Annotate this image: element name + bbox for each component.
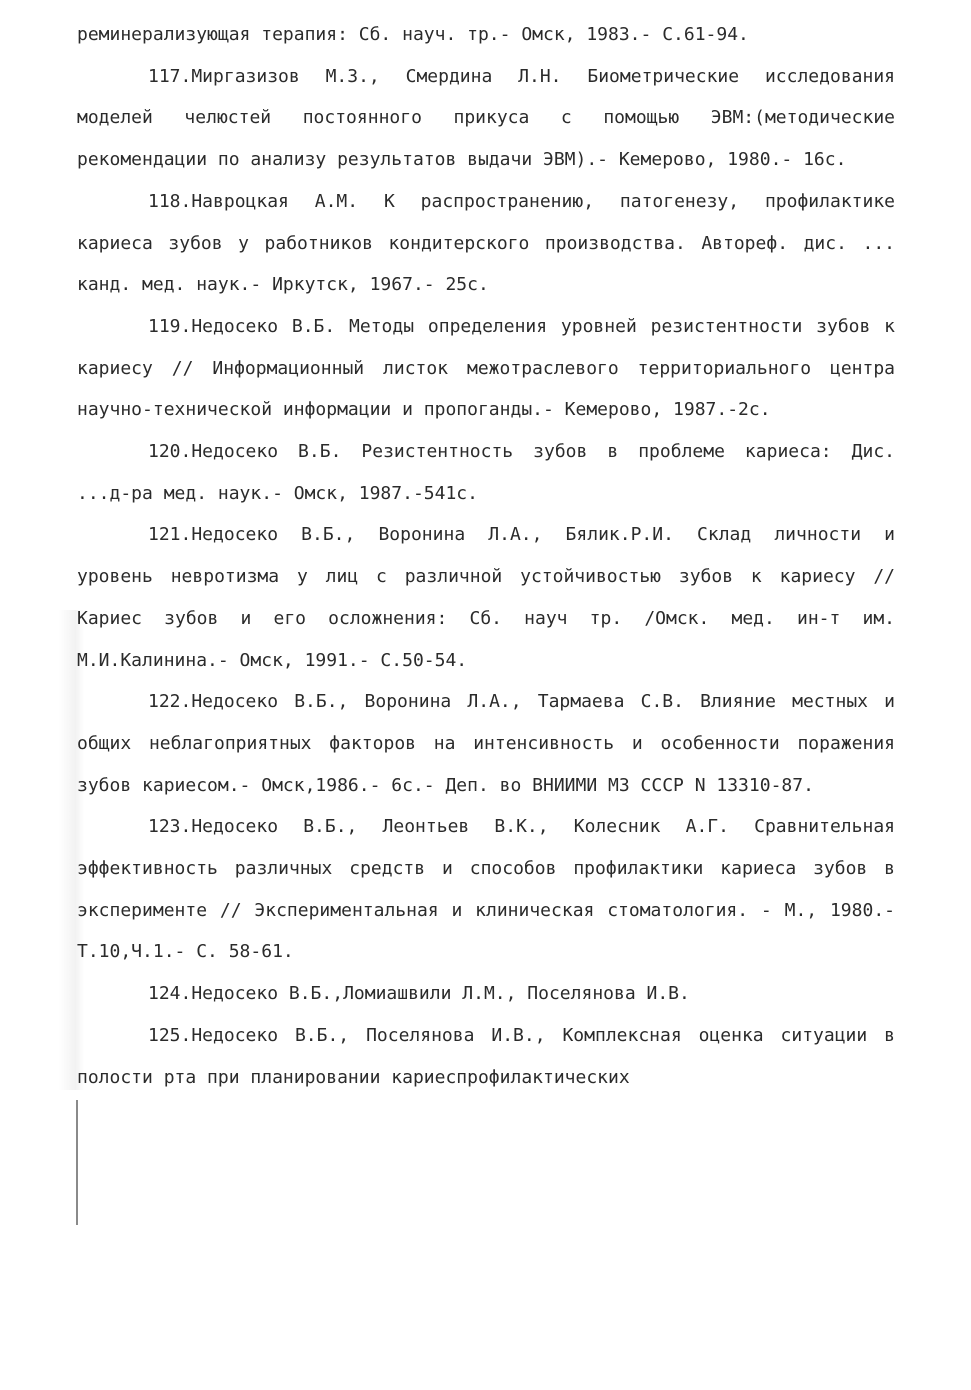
scan-edge-line xyxy=(76,1100,78,1225)
reference-entry-120: 120.Недосеко В.Б. Резистентность зубов в проблеме кариеса: Дис. ...д-ра мед. наук.- Омск, 1987.-541с. xyxy=(77,441,895,504)
reference-continuation: реминерализующая терапия: Сб. науч. тр.- Омск, 1983.- С.61-94. xyxy=(77,24,749,45)
reference-entry-122: 122.Недосеко В.Б., Воронина Л.А., Тармаева С.В. Влияние местных и общих неблагоприятных факторов на интенсивность и особенности поражения зубов кариесом.- Омск,1986.- 6с.- Деп. во ВНИИМИ МЗ СССР N 13310-87. xyxy=(77,691,895,796)
reference-list xyxy=(77,14,895,1098)
scan-shadow xyxy=(0,610,84,1090)
reference-entry-117: 117.Миргазизов М.З., Смердина Л.Н. Биометрические исследования моделей челюстей постоянного прикуса с помощью ЭВМ:(методические рекомендации по анализу результатов выдачи ЭВМ).- Кемерово, 1980.- 16с. xyxy=(77,65,895,171)
reference-entry-125: 125.Недосеко В.Б., Поселянова И.В., Комплексная оценка ситуации в полости рта при планировании кариеспрофилактических xyxy=(77,1024,895,1088)
reference-entry-124: 124.Недосеко В.Б.,Ломиашвили Л.М., Поселянова И.В. xyxy=(148,983,690,1005)
reference-entry-121: 121.Недосеко В.Б., Воронина Л.А., Бялик.Р.И. Склад личности и уровень невротизма у лиц с различной устойчивостью зубов к кариесу // Кариес зубов и его осложнения: Сб. науч тр. /Омск. мед. ин-т им. М.И.Калинина.- Омск, 1991.- С.50-54. xyxy=(77,524,895,671)
reference-entry-119: 119.Недосеко В.Б. Методы определения уровней резистентности зубов к кариесу // Информационный листок межотраслевого территориального центра научно-технической информации и пропоганды.- Кемерово, 1987.-2с. xyxy=(77,315,895,421)
reference-entry-123: 123.Недосеко В.Б., Леонтьев В.К., Колесник А.Г. Сравнительная эффективность различных средств и способов профилактики кариеса зубов в эксперименте // Экспериментальная и клиническая стоматология. - М., 1980.- Т.10,Ч.1.- С. 58-61. xyxy=(77,816,895,963)
reference-entry-118: 118.Навроцкая А.М. К распространению, патогенезу, профилактике кариеса зубов у работников кондитерского производства. Автореф. дис. ... канд. мед. наук.- Иркутск, 1967.- 25с. xyxy=(77,190,895,296)
